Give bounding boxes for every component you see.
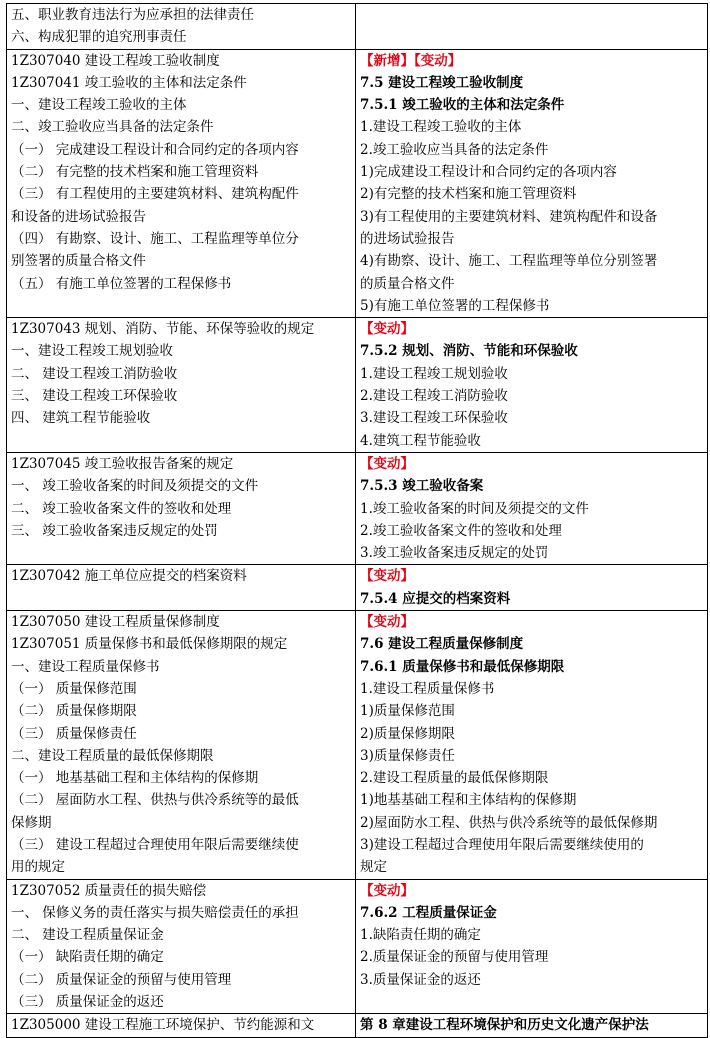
change-tag: 【变动】 [360, 568, 414, 585]
old-outline-line: （二） 屋面防水工程、供热与供冷系统等的最低 [11, 792, 299, 809]
new-outline-line: 2.建设工程竣工消防验收 [360, 388, 508, 405]
old-outline-line: 1Z307045 竣工验收报告备案的规定 [11, 455, 234, 472]
old-outline-line: （一） 质量保修范围 [11, 680, 137, 697]
new-outline-line: 2.竣工验收应当具备的法定条件 [360, 141, 549, 158]
old-outline-line: （三） 质量保证金的返还 [11, 994, 164, 1011]
comparison-table [6, 3, 708, 1038]
old-outline-cell [7, 452, 356, 564]
old-outline-line: 1Z307043 规划、消防、节能、环保等验收的规定 [11, 321, 315, 338]
old-outline-line: （一） 地基基础工程和主体结构的保修期 [11, 770, 259, 787]
new-outline-line: 3.质量保证金的返还 [360, 971, 481, 988]
old-outline-line: 1Z307050 建设工程质量保修制度 [11, 614, 220, 631]
old-outline-line: 1Z307051 质量保修书和最低保修期限的规定 [11, 636, 288, 653]
old-outline-line: （三） 质量保修责任 [11, 725, 137, 742]
old-outline-line: 一、 保修义务的责任落实与损失赔偿责任的承担 [11, 904, 299, 921]
old-outline-line: 一、建设工程竣工验收的主体 [11, 97, 187, 114]
new-outline-line: 的质量合格文件 [360, 275, 455, 292]
old-outline-line: 一、 竣工验收备案的时间及须提交的文件 [11, 478, 259, 495]
new-outline-cell [356, 565, 708, 611]
old-outline-cell [7, 611, 356, 880]
new-outline-line: 1.建设工程质量保修书 [360, 680, 495, 697]
change-tag: 【变动】 [360, 882, 414, 899]
new-outline-cell [356, 1014, 708, 1037]
new-outline-line: 2.竣工验收备案文件的签收和处理 [360, 522, 562, 539]
new-outline-line: 3)建设工程超过合理使用年限后需要继续使用的 [360, 836, 644, 853]
new-outline-line: 3.建设工程竣工环保验收 [360, 410, 508, 427]
old-outline-line: （一） 缺陷责任期的确定 [11, 949, 164, 966]
new-outline-cell [356, 879, 708, 1014]
new-outline-cell [356, 452, 708, 564]
old-outline-line: 1Z305000 建设工程施工环境保护、节约能源和文 [11, 1017, 315, 1034]
old-outline-line: 二、 竣工验收备案文件的签收和处理 [11, 500, 232, 517]
table-row [7, 452, 708, 564]
old-outline-line: 1Z307042 施工单位应提交的档案资料 [11, 568, 247, 585]
table-row [7, 1014, 708, 1037]
change-tag: 【新增】【变动】 [360, 52, 462, 69]
old-outline-cell [7, 1014, 356, 1037]
new-outline-cell [356, 4, 708, 50]
new-outline-line: 2)屋面防水工程、供热与供冷系统等的最低保修期 [360, 814, 658, 831]
new-outline-line: 1.建设工程竣工规划验收 [360, 365, 508, 382]
new-outline-line: 7.6 建设工程质量保修制度 [360, 636, 524, 653]
old-outline-line: 二、竣工验收应当具备的法定条件 [11, 119, 214, 136]
new-outline-line: 1)完成建设工程设计和合同约定的各项内容 [360, 164, 617, 181]
new-outline-line: 1.缺陷责任期的确定 [360, 927, 481, 944]
new-outline-line: 7.5.1 竣工验收的主体和法定条件 [360, 97, 565, 114]
new-outline-cell [356, 318, 708, 453]
old-outline-line: 二、 建设工程竣工消防验收 [11, 365, 178, 382]
old-outline-cell [7, 565, 356, 611]
old-outline-cell [7, 4, 356, 50]
new-outline-line: 的进场试验报告 [360, 230, 455, 247]
table-row [7, 318, 708, 453]
old-outline-line: （二） 质量保修期限 [11, 703, 137, 720]
old-outline-line: 三、 建设工程竣工环保验收 [11, 388, 178, 405]
new-outline-line: 3.竣工验收备案违反规定的处罚 [360, 545, 549, 562]
old-outline-line: 六、构成犯罪的追究刑事责任 [11, 29, 187, 46]
old-outline-cell [7, 879, 356, 1014]
new-outline-line: 1)质量保修范围 [360, 703, 455, 720]
new-outline-line: 1)地基基础工程和主体结构的保修期 [360, 792, 577, 809]
old-outline-line: （三） 有工程使用的主要建筑材料、建筑构配件 [11, 186, 299, 203]
old-outline-line: 一、建设工程竣工规划验收 [11, 343, 173, 360]
new-outline-line: 7.5 建设工程竣工验收制度 [360, 74, 524, 91]
new-outline-line: 7.5.2 规划、消防、节能和环保验收 [360, 343, 578, 360]
new-outline-line: 第 8 章建设工程环境保护和历史文化遗产保护法 [360, 1017, 649, 1034]
old-outline-line: 二、建设工程质量的最低保修期限 [11, 747, 214, 764]
old-outline-line: （三） 建设工程超过合理使用年限后需要继续使 [11, 836, 299, 853]
old-outline-line: 四、 建筑工程节能验收 [11, 410, 151, 427]
new-outline-line: 2.质量保证金的预留与使用管理 [360, 949, 549, 966]
new-outline-cell [356, 611, 708, 880]
new-outline-line: 4.建筑工程节能验收 [360, 432, 481, 449]
old-outline-line: 三、 竣工验收备案违反规定的处罚 [11, 522, 218, 539]
new-outline-line: 7.6.1 质量保修书和最低保修期限 [360, 658, 565, 675]
new-outline-line: 7.6.2 工程质量保证金 [360, 904, 497, 921]
new-outline-line: 规定 [360, 859, 387, 876]
old-outline-line: （四） 有勘察、设计、施工、工程监理等单位分 [11, 230, 299, 247]
old-outline-cell [7, 318, 356, 453]
old-outline-line: 五、职业教育违法行为应承担的法律责任 [11, 7, 254, 23]
old-outline-cell [7, 49, 356, 318]
old-outline-line: （二） 质量保证金的预留与使用管理 [11, 971, 232, 988]
table-row [7, 4, 708, 50]
new-outline-cell [356, 49, 708, 318]
change-tag: 【变动】 [360, 455, 414, 472]
new-outline-line: 2.建设工程质量的最低保修期限 [360, 770, 549, 787]
old-outline-line: 1Z307040 建设工程竣工验收制度 [11, 52, 220, 69]
new-outline-line: 7.5.4 应提交的档案资料 [360, 590, 511, 607]
old-outline-line: （一） 完成建设工程设计和合同约定的各项内容 [11, 141, 299, 158]
old-outline-line: 别签署的质量合格文件 [11, 253, 146, 270]
change-tag: 【变动】 [360, 321, 414, 338]
table-row [7, 879, 708, 1014]
new-outline-line: 3)有工程使用的主要建筑材料、建筑构配件和设备 [360, 208, 658, 225]
new-outline-line: 7.5.3 竣工验收备案 [360, 478, 484, 495]
old-outline-line: 1Z307052 质量责任的损失赔偿 [11, 882, 207, 899]
new-outline-line: 1.建设工程竣工验收的主体 [360, 119, 522, 136]
old-outline-line: 一、建设工程质量保修书 [11, 658, 160, 675]
table-row [7, 565, 708, 611]
old-outline-line: 和设备的进场试验报告 [11, 208, 146, 225]
old-outline-line: 二、 建设工程质量保证金 [11, 927, 164, 944]
old-outline-line: （五） 有施工单位签署的工程保修书 [11, 275, 232, 292]
old-outline-line: 1Z307041 竣工验收的主体和法定条件 [11, 74, 247, 91]
new-outline-line: 5)有施工单位签署的工程保修书 [360, 297, 550, 314]
old-outline-line: 用的规定 [11, 859, 65, 876]
new-outline-line: 3)质量保修责任 [360, 747, 455, 764]
change-tag: 【变动】 [360, 614, 414, 631]
new-outline-line: 2)有完整的技术档案和施工管理资料 [360, 186, 577, 203]
table-row [7, 611, 708, 880]
new-outline-line: 2)质量保修期限 [360, 725, 455, 742]
table-row [7, 49, 708, 318]
new-outline-line: 1.竣工验收备案的时间及须提交的文件 [360, 500, 589, 517]
old-outline-line: 保修期 [11, 814, 52, 831]
new-outline-line: 4)有勘察、设计、施工、工程监理等单位分别签署 [360, 253, 658, 270]
old-outline-line: （二） 有完整的技术档案和施工管理资料 [11, 164, 259, 181]
